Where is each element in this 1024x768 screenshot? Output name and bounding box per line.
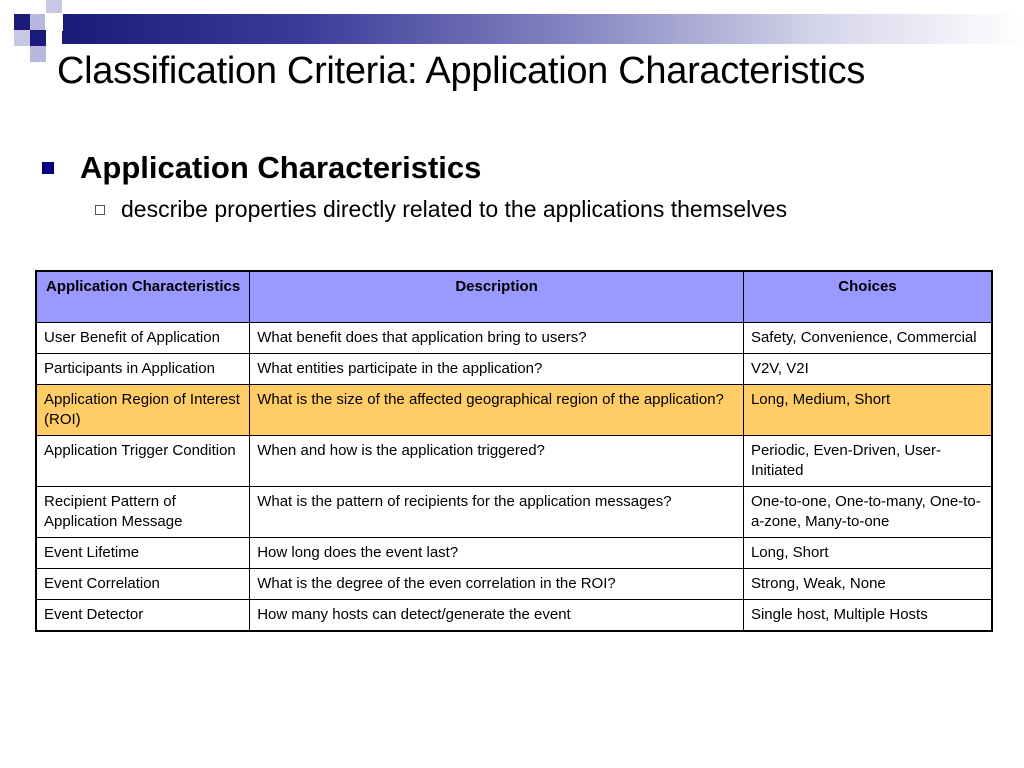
bullet-heading: Application Characteristics xyxy=(80,150,482,185)
cell-choices: Long, Medium, Short xyxy=(743,385,992,436)
cell-choices: Periodic, Even-Driven, User-Initiated xyxy=(743,436,992,487)
cell-characteristic: Event Correlation xyxy=(36,569,250,600)
bullet-level-2 xyxy=(95,196,787,223)
decor-square xyxy=(46,14,62,30)
table-row xyxy=(36,569,992,600)
cell-characteristic: Event Lifetime xyxy=(36,538,250,569)
cell-choices: Strong, Weak, None xyxy=(743,569,992,600)
cell-characteristic: Application Trigger Condition xyxy=(36,436,250,487)
cell-characteristic: Recipient Pattern of Application Message xyxy=(36,487,250,538)
cell-description: What benefit does that application bring to users? xyxy=(250,323,744,354)
column-header-choices: Choices xyxy=(743,271,992,323)
bullet-subtext: describe properties directly related to the applications themselves xyxy=(121,196,788,222)
cell-description: What is the size of the affected geographical region of the application? xyxy=(250,385,744,436)
criteria-table xyxy=(35,270,993,632)
cell-description: What is the degree of the even correlation in the ROI? xyxy=(250,569,744,600)
cell-characteristic: Event Detector xyxy=(36,600,250,632)
header-gradient-bar xyxy=(62,14,1024,44)
cell-description: How many hosts can detect/generate the event xyxy=(250,600,744,632)
cell-choices: Single host, Multiple Hosts xyxy=(743,600,992,632)
table-row xyxy=(36,323,992,354)
table-row xyxy=(36,538,992,569)
cell-characteristic: Participants in Application xyxy=(36,354,250,385)
table-header-row xyxy=(36,271,992,323)
cell-characteristic: Application Region of Interest (ROI) xyxy=(36,385,250,436)
cell-choices: V2V, V2I xyxy=(743,354,992,385)
cell-description: How long does the event last? xyxy=(250,538,744,569)
column-header-description: Description xyxy=(250,271,744,323)
decor-square xyxy=(30,30,46,46)
hollow-square-bullet-icon xyxy=(95,205,105,215)
bullet-level-1 xyxy=(42,150,481,186)
decor-square xyxy=(14,30,30,46)
cell-description: When and how is the application triggered? xyxy=(250,436,744,487)
decor-square xyxy=(14,14,30,30)
bullet-square-icon xyxy=(42,162,54,174)
table-row xyxy=(36,436,992,487)
decor-square xyxy=(30,46,46,62)
table-row-highlighted xyxy=(36,385,992,436)
column-header-characteristics: Application Characteristics xyxy=(36,271,250,323)
cell-description: What is the pattern of recipients for the application messages? xyxy=(250,487,744,538)
table-row xyxy=(36,600,992,632)
slide-title: Classification Criteria: Application Characteristics xyxy=(57,50,866,92)
decor-square xyxy=(30,14,46,30)
cell-choices: One-to-one, One-to-many, One-to-a-zone, Many-to-one xyxy=(743,487,992,538)
table-row xyxy=(36,354,992,385)
cell-choices: Safety, Convenience, Commercial xyxy=(743,323,992,354)
table-row xyxy=(36,487,992,538)
cell-characteristic: User Benefit of Application xyxy=(36,323,250,354)
cell-choices: Long, Short xyxy=(743,538,992,569)
cell-description: What entities participate in the application? xyxy=(250,354,744,385)
